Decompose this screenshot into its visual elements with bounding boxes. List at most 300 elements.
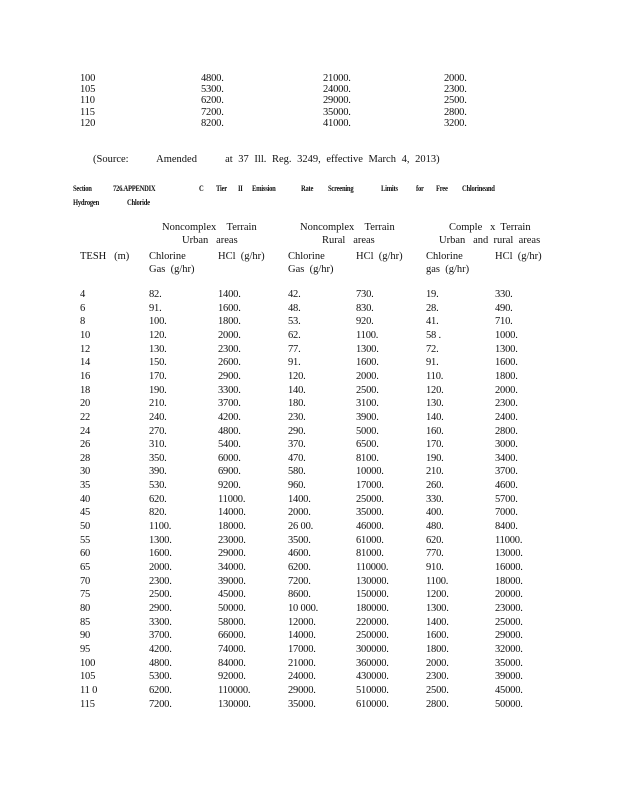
rural-chlorine-cell: 42.: [288, 289, 301, 300]
complex-hcl-cell: 2800.: [495, 425, 518, 437]
table-row: [0, 699, 618, 710]
rural-chlorine-cell: 77.: [288, 343, 301, 355]
urban-chlorine-cell: 6200.: [201, 95, 224, 107]
group1-line1: Noncomplex Terrain: [162, 222, 257, 233]
urban-hcl-cell: 1800.: [218, 316, 241, 328]
table-row: [0, 330, 618, 341]
urban-chlorine-cell: 270.: [149, 425, 167, 437]
urban-hcl-cell: 4200.: [218, 411, 241, 423]
complex-chlorine-cell: 140.: [426, 411, 444, 423]
tesh-cell: 26: [80, 439, 91, 451]
urban-chlorine-cell: 3700.: [149, 630, 172, 642]
urban-chlorine-cell: 310.: [149, 439, 167, 451]
complex-hcl-cell: 2400.: [495, 411, 518, 423]
rural-chlorine-cell: 7200.: [288, 575, 311, 587]
table-row: [0, 617, 618, 628]
source-label: (Source:: [93, 154, 129, 165]
urban-hcl-cell: 3700.: [218, 398, 241, 410]
rural-hcl-cell: 830.: [356, 302, 374, 314]
rural-hcl-cell: 130000.: [356, 575, 389, 587]
tesh-cell: 85: [80, 616, 91, 628]
rural-chlorine-cell: 29000.: [288, 684, 316, 696]
table-row: [0, 385, 618, 396]
rural-chlorine-cell: 960.: [288, 480, 306, 492]
urban-hcl-cell: 9200.: [218, 480, 241, 492]
rural-hcl-cell: 110000.: [356, 562, 389, 573]
table-row: [0, 521, 618, 532]
urban-chlorine-cell: 100.: [149, 316, 167, 328]
complex-chlorine-cell: 41.: [426, 316, 439, 328]
urban-hcl-cell: 45000.: [218, 589, 246, 601]
urban-hcl-cell: 50000.: [218, 602, 246, 614]
title-free: Free: [436, 184, 448, 193]
rural-hcl-cell: 730.: [356, 289, 374, 300]
urban-hcl-cell: 39000.: [218, 575, 246, 587]
complex-chlorine-cell: 72.: [426, 343, 439, 355]
urban-hcl-cell: 92000.: [218, 671, 246, 683]
complex-chlorine-cell: 91.: [426, 357, 439, 369]
rural-chlorine-cell: 6200.: [288, 562, 311, 573]
title-emission: Emission: [252, 184, 276, 193]
rural-chlorine-cell: 24000.: [323, 84, 351, 96]
complex-chlorine-cell: 190.: [426, 452, 444, 464]
source-amended: Amended: [156, 154, 197, 165]
complex-chlorine-cell: 2800.: [444, 106, 467, 118]
complex-chlorine-cell: 1100.: [426, 575, 449, 587]
table-row: [0, 303, 618, 314]
rural-hcl-cell: 360000.: [356, 657, 389, 669]
rural-hcl-cell: 510000.: [356, 684, 389, 696]
complex-chlorine-cell: 19.: [426, 289, 439, 300]
rural-hcl-cell: 610000.: [356, 698, 389, 710]
complex-chlorine-cell: 620.: [426, 534, 444, 546]
rural-chlorine-cell: 91.: [288, 357, 301, 369]
rural-hcl-cell: 2500.: [356, 384, 379, 396]
urban-hcl-cell: 2300.: [218, 343, 241, 355]
rural-chlorine-cell: 470.: [288, 452, 306, 464]
urban-chlorine-cell: 170.: [149, 370, 167, 382]
rural-chlorine-cell: 180.: [288, 398, 306, 410]
complex-hcl-cell: 490.: [495, 302, 513, 314]
rural-chlorine-cell: 41000.: [323, 117, 351, 129]
table-row: [0, 562, 618, 573]
title-for: for: [416, 184, 424, 193]
rural-chlorine-cell: 140.: [288, 384, 306, 396]
rural-chlorine-cell: 21000.: [323, 73, 351, 84]
urban-chlorine-cell: 2300.: [149, 575, 172, 587]
complex-chlorine-cell: 210.: [426, 466, 444, 478]
tesh-cell: 20: [80, 398, 91, 410]
title-hydrogen: Hydrogen: [73, 198, 99, 207]
urban-hcl-cell: 4800.: [218, 425, 241, 437]
complex-hcl-cell: 3400.: [495, 452, 518, 464]
tesh-cell: 115: [80, 106, 95, 118]
urban-hcl-cell: 2000.: [218, 329, 241, 341]
rural-hcl-cell: 6500.: [356, 439, 379, 451]
complex-chlorine-cell: 770.: [426, 548, 444, 560]
table-row: [0, 494, 618, 505]
tesh-cell: 8: [80, 316, 86, 328]
complex-chlorine-cell: 2300.: [426, 671, 449, 683]
fragment-row: [0, 73, 618, 84]
tesh-cell: 50: [80, 521, 91, 533]
table-row: [0, 466, 618, 477]
complex-chlorine-cell: 2000.: [444, 73, 467, 84]
rural-chlorine-cell: 48.: [288, 302, 301, 314]
rural-hcl-cell: 5000.: [356, 425, 379, 437]
table-row: [0, 371, 618, 382]
tesh-cell: 14: [80, 357, 91, 369]
urban-hcl-cell: 1400.: [218, 289, 241, 300]
group2-line1: Noncomplex Terrain: [300, 222, 395, 233]
complex-chlorine-cell: 1800.: [426, 643, 449, 655]
urban-chlorine-cell: 4800.: [149, 657, 172, 669]
rural-hcl-cell: 2000.: [356, 370, 379, 382]
complex-chlorine-cell: 330.: [426, 493, 444, 505]
table-row: [0, 576, 618, 587]
complex-chlorine-cell: 28.: [426, 302, 439, 314]
fragment-row: [0, 107, 618, 118]
col-hcl-3: HCl (g/hr): [495, 251, 542, 262]
complex-hcl-cell: 1000.: [495, 329, 518, 341]
title-chloride: Chloride: [127, 198, 150, 207]
tesh-cell: 6: [80, 302, 86, 314]
rural-chlorine-cell: 21000.: [288, 657, 316, 669]
source-note: [93, 154, 440, 165]
rural-chlorine-cell: 17000.: [288, 643, 316, 655]
urban-hcl-cell: 66000.: [218, 630, 246, 642]
rural-hcl-cell: 250000.: [356, 630, 389, 642]
tesh-cell: 35: [80, 480, 91, 492]
complex-hcl-cell: 710.: [495, 316, 513, 328]
rural-hcl-cell: 180000.: [356, 602, 389, 614]
urban-chlorine-cell: 190.: [149, 384, 167, 396]
col-chlorine-2: Chlorine: [288, 251, 325, 262]
rural-chlorine-cell: 12000.: [288, 616, 316, 628]
complex-chlorine-cell: 160.: [426, 425, 444, 437]
rural-chlorine-cell: 29000.: [323, 95, 351, 107]
complex-chlorine-cell: 1300.: [426, 602, 449, 614]
rural-chlorine-cell: 1400.: [288, 493, 311, 505]
complex-hcl-cell: 29000.: [495, 630, 523, 642]
rural-chlorine-cell: 370.: [288, 439, 306, 451]
tesh-cell: 12: [80, 343, 91, 355]
urban-chlorine-cell: 240.: [149, 411, 167, 423]
table-row: [0, 658, 618, 669]
complex-hcl-cell: 330.: [495, 289, 513, 300]
urban-hcl-cell: 3300.: [218, 384, 241, 396]
urban-hcl-cell: 29000.: [218, 548, 246, 560]
complex-hcl-cell: 39000.: [495, 671, 523, 683]
tesh-cell: 105: [80, 84, 96, 96]
tesh-cell: 100: [80, 657, 96, 669]
urban-chlorine-cell: 150.: [149, 357, 167, 369]
rural-chlorine-cell: 10 000.: [288, 602, 319, 614]
complex-chlorine-cell: 260.: [426, 480, 444, 492]
table-row: [0, 344, 618, 355]
table-row: [0, 453, 618, 464]
rural-chlorine-cell: 8600.: [288, 589, 311, 601]
rural-hcl-cell: 1600.: [356, 357, 379, 369]
urban-chlorine-cell: 7200.: [149, 698, 172, 710]
complex-chlorine-cell: 2500.: [426, 684, 449, 696]
urban-chlorine-cell: 2500.: [149, 589, 172, 601]
urban-hcl-cell: 6000.: [218, 452, 241, 464]
urban-hcl-cell: 130000.: [218, 698, 251, 710]
urban-hcl-cell: 6900.: [218, 466, 241, 478]
table-row: [0, 412, 618, 423]
complex-chlorine-cell: 3200.: [444, 117, 467, 129]
title-rate: Rate: [301, 184, 314, 193]
tesh-cell: 105: [80, 671, 96, 683]
complex-chlorine-cell: 120.: [426, 384, 444, 396]
rural-hcl-cell: 430000.: [356, 671, 389, 683]
title-ii: II: [238, 184, 243, 193]
complex-hcl-cell: 1600.: [495, 357, 518, 369]
complex-hcl-cell: 1300.: [495, 343, 518, 355]
urban-chlorine-cell: 530.: [149, 480, 167, 492]
urban-hcl-cell: 11000.: [218, 493, 246, 505]
table-row: [0, 316, 618, 327]
complex-chlorine-cell: 2300.: [444, 84, 467, 96]
complex-chlorine-cell: 170.: [426, 439, 444, 451]
urban-chlorine-cell: 350.: [149, 452, 167, 464]
rural-hcl-cell: 17000.: [356, 480, 384, 492]
complex-chlorine-cell: 1200.: [426, 589, 449, 601]
tesh-cell: 45: [80, 507, 91, 519]
title-chlorine: Chlorineand: [462, 184, 495, 193]
complex-chlorine-cell: 400.: [426, 507, 444, 519]
table-row: [0, 644, 618, 655]
complex-hcl-cell: 1800.: [495, 370, 518, 382]
tesh-cell: 95: [80, 643, 91, 655]
tesh-cell: 75: [80, 589, 91, 601]
tesh-cell: 70: [80, 575, 91, 587]
rural-chlorine-cell: 35000.: [288, 698, 316, 710]
rural-hcl-cell: 920.: [356, 316, 374, 328]
rural-chlorine-cell: 62.: [288, 329, 301, 341]
complex-hcl-cell: 4600.: [495, 480, 518, 492]
rural-chlorine-cell: 120.: [288, 370, 306, 382]
complex-chlorine-cell: 58 .: [426, 329, 441, 341]
urban-chlorine-cell: 8200.: [201, 117, 224, 129]
urban-hcl-cell: 23000.: [218, 534, 246, 546]
complex-hcl-cell: 20000.: [495, 589, 523, 601]
urban-hcl-cell: 34000.: [218, 562, 246, 573]
tesh-cell: 115: [80, 698, 95, 710]
tesh-cell: 22: [80, 411, 91, 423]
urban-hcl-cell: 2600.: [218, 357, 241, 369]
col-hcl-2: HCl (g/hr): [356, 251, 403, 262]
urban-chlorine-cell: 4800.: [201, 73, 224, 84]
urban-hcl-cell: 74000.: [218, 643, 246, 655]
urban-chlorine-cell: 91.: [149, 302, 162, 314]
tesh-cell: 60: [80, 548, 91, 560]
table-row: [0, 685, 618, 696]
complex-chlorine-cell: 910.: [426, 562, 444, 573]
title-c: C: [199, 184, 204, 193]
table-row: [0, 289, 618, 300]
rural-hcl-cell: 46000.: [356, 521, 384, 533]
complex-hcl-cell: 8400.: [495, 521, 518, 533]
complex-hcl-cell: 25000.: [495, 616, 523, 628]
tesh-cell: 55: [80, 534, 91, 546]
urban-chlorine-cell: 82.: [149, 289, 162, 300]
urban-chlorine-cell: 120.: [149, 329, 167, 341]
table-row: [0, 507, 618, 518]
fragment-row: [0, 84, 618, 95]
source-citation: at 37 Ill. Reg. 3249, effective March 4, 2013): [225, 154, 440, 165]
tesh-cell: 10: [80, 329, 91, 341]
title-number: 726.APPENDIX: [113, 184, 156, 193]
rural-hcl-cell: 25000.: [356, 493, 384, 505]
rural-chlorine-cell: 3500.: [288, 534, 311, 546]
complex-chlorine-cell: 130.: [426, 398, 444, 410]
rural-chlorine-cell: 2000.: [288, 507, 311, 519]
rural-chlorine-cell: 230.: [288, 411, 306, 423]
rural-hcl-cell: 8100.: [356, 452, 379, 464]
rural-hcl-cell: 150000.: [356, 589, 389, 601]
tesh-cell: 90: [80, 630, 91, 642]
rural-hcl-cell: 3900.: [356, 411, 379, 423]
urban-chlorine-cell: 1100.: [149, 521, 172, 533]
rural-hcl-cell: 300000.: [356, 643, 389, 655]
group3-line2: Urban and rural areas: [439, 235, 541, 246]
rural-chlorine-cell: 35000.: [323, 106, 351, 118]
complex-chlorine-cell: 2000.: [426, 657, 449, 669]
fragment-row: [0, 118, 618, 129]
complex-hcl-cell: 3000.: [495, 439, 518, 451]
complex-chlorine-cell: 110.: [426, 370, 444, 382]
rural-chlorine-cell: 580.: [288, 466, 306, 478]
table-row: [0, 357, 618, 368]
urban-chlorine-cell: 2900.: [149, 602, 172, 614]
urban-chlorine-cell: 5300.: [149, 671, 172, 683]
urban-hcl-cell: 2900.: [218, 370, 241, 382]
rural-chlorine-cell: 290.: [288, 425, 306, 437]
tesh-cell: 100: [80, 73, 96, 84]
table-row: [0, 630, 618, 641]
group1-line2: Urban areas: [182, 235, 238, 246]
complex-hcl-cell: 35000.: [495, 657, 523, 669]
complex-hcl-cell: 11000.: [495, 534, 523, 546]
complex-chlorine-cell: 2500.: [444, 95, 467, 107]
complex-hcl-cell: 50000.: [495, 698, 523, 710]
table-row: [0, 603, 618, 614]
complex-hcl-cell: 5700.: [495, 493, 518, 505]
complex-chlorine-cell: 2800.: [426, 698, 449, 710]
tesh-cell: 24: [80, 425, 91, 437]
fragment-row: [0, 95, 618, 106]
urban-hcl-cell: 5400.: [218, 439, 241, 451]
complex-hcl-cell: 23000.: [495, 602, 523, 614]
table-row: [0, 480, 618, 491]
complex-hcl-cell: 2000.: [495, 384, 518, 396]
complex-chlorine-cell: 480.: [426, 521, 444, 533]
col-hcl-1: HCl (g/hr): [218, 251, 265, 262]
urban-chlorine-cell: 620.: [149, 493, 167, 505]
table-row: [0, 398, 618, 409]
tesh-cell: 28: [80, 452, 91, 464]
title-screening: Screening: [328, 184, 354, 193]
tesh-cell: 120: [80, 117, 96, 129]
table-row: [0, 439, 618, 450]
complex-hcl-cell: 2300.: [495, 398, 518, 410]
group2-line2: Rural areas: [322, 235, 375, 246]
urban-hcl-cell: 58000.: [218, 616, 246, 628]
col-gas-2: Gas (g/hr): [288, 264, 334, 275]
urban-hcl-cell: 110000.: [218, 684, 251, 696]
rural-chlorine-cell: 26 00.: [288, 521, 314, 533]
rural-hcl-cell: 61000.: [356, 534, 384, 546]
rural-chlorine-cell: 53.: [288, 316, 301, 328]
complex-hcl-cell: 16000.: [495, 562, 523, 573]
complex-chlorine-cell: 1400.: [426, 616, 449, 628]
rural-hcl-cell: 3100.: [356, 398, 379, 410]
rural-hcl-cell: 1300.: [356, 343, 379, 355]
urban-chlorine-cell: 4200.: [149, 643, 172, 655]
rural-chlorine-cell: 4600.: [288, 548, 311, 560]
rural-chlorine-cell: 14000.: [288, 630, 316, 642]
urban-hcl-cell: 18000.: [218, 521, 246, 533]
tesh-cell: 18: [80, 384, 91, 396]
urban-chlorine-cell: 6200.: [149, 684, 172, 696]
urban-chlorine-cell: 3300.: [149, 616, 172, 628]
col-gas-3: gas (g/hr): [426, 264, 470, 275]
rural-hcl-cell: 35000.: [356, 507, 384, 519]
title-section: Section: [73, 184, 92, 193]
rural-hcl-cell: 10000.: [356, 466, 384, 478]
title-tier: Tier: [216, 184, 227, 193]
table-row: [0, 426, 618, 437]
table-row: [0, 535, 618, 546]
urban-chlorine-cell: 820.: [149, 507, 167, 519]
tesh-cell: 40: [80, 493, 91, 505]
complex-hcl-cell: 7000.: [495, 507, 518, 519]
rural-hcl-cell: 81000.: [356, 548, 384, 560]
urban-chlorine-cell: 1300.: [149, 534, 172, 546]
urban-chlorine-cell: 1600.: [149, 548, 172, 560]
urban-hcl-cell: 14000.: [218, 507, 246, 519]
rural-hcl-cell: 1100.: [356, 329, 379, 341]
urban-chlorine-cell: 130.: [149, 343, 167, 355]
tesh-cell: 30: [80, 466, 91, 478]
group3-line1: Comple x Terrain: [449, 222, 531, 233]
tesh-cell: 110: [80, 95, 95, 107]
complex-hcl-cell: 32000.: [495, 643, 523, 655]
table-row: [0, 548, 618, 559]
complex-hcl-cell: 3700.: [495, 466, 518, 478]
urban-chlorine-cell: 2000.: [149, 562, 172, 573]
col-chlorine-1: Chlorine: [149, 251, 186, 262]
col-tesh: TESH (m): [80, 251, 130, 262]
tesh-cell: 80: [80, 602, 91, 614]
tesh-cell: 65: [80, 562, 91, 573]
complex-hcl-cell: 45000.: [495, 684, 523, 696]
col-gas-1: Gas (g/hr): [149, 264, 195, 275]
urban-chlorine-cell: 210.: [149, 398, 167, 410]
complex-hcl-cell: 13000.: [495, 548, 523, 560]
tesh-cell: 4: [80, 289, 86, 300]
urban-hcl-cell: 84000.: [218, 657, 246, 669]
rural-chlorine-cell: 24000.: [288, 671, 316, 683]
table-row: [0, 671, 618, 682]
table-row: [0, 589, 618, 600]
urban-chlorine-cell: 390.: [149, 466, 167, 478]
col-chlorine-3: Chlorine: [426, 251, 463, 262]
urban-chlorine-cell: 5300.: [201, 84, 224, 96]
urban-chlorine-cell: 7200.: [201, 106, 224, 118]
